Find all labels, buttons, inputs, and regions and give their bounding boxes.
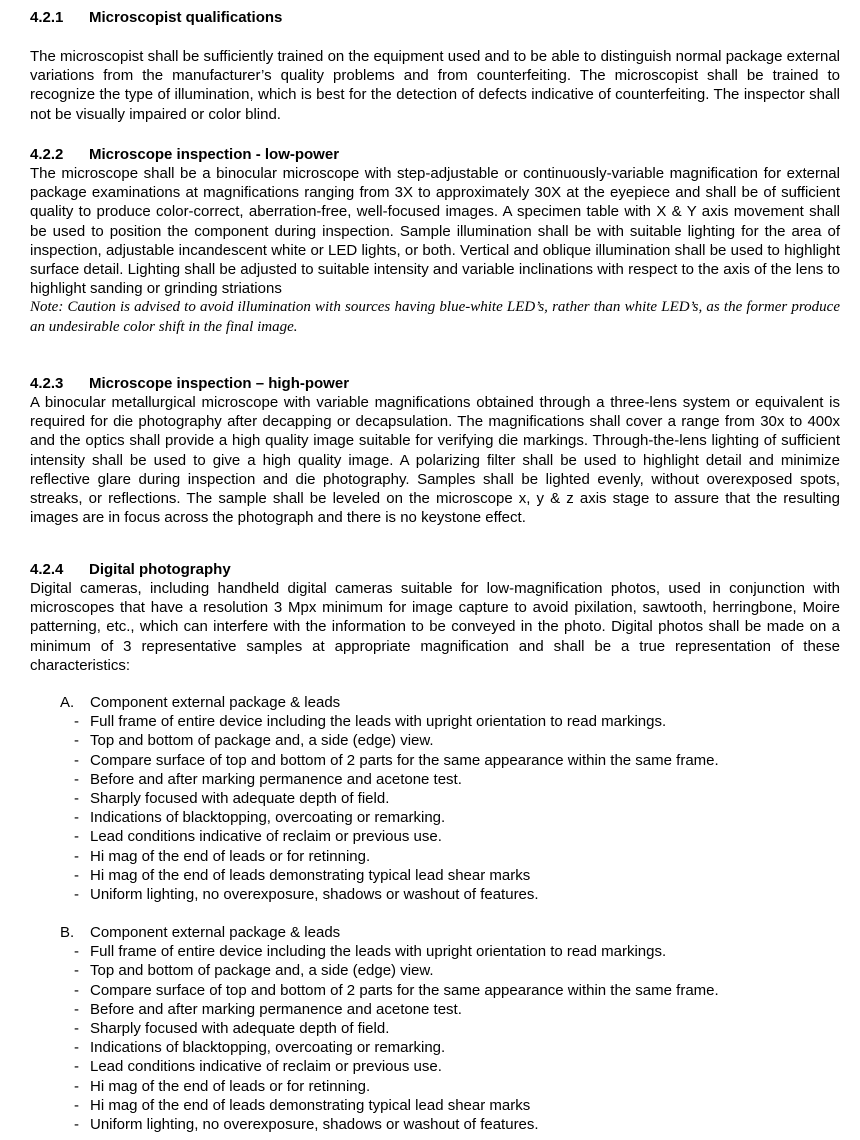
list-item: - Top and bottom of package and, a side (edge) view.: [74, 732, 434, 750]
list-item: - Before and after marking permanence and acetone test.: [74, 770, 462, 788]
list-item: - Indications of blacktopping, overcoating or remarking.: [74, 809, 446, 827]
section-heading: [30, 8, 840, 27]
section-heading: [30, 560, 840, 579]
list-b: [30, 923, 840, 1134]
section-body: The microscopist shall be sufficiently trained on the equipment used and to be able to distinguish normal package external variations from the manufacturer’s quality problems and from counterfeiting. The microscopist shall be trained to recognize the type of illumination, which is best for the detection of defects indicative of counterfeiting. The inspector shall not be visually impaired or color blind.: [30, 48, 840, 123]
list-item: - Uniform lighting, no overexposure, shadows or washout of features.: [74, 1115, 539, 1133]
section-4-2-2: [30, 145, 840, 337]
section-title: Digital photography: [89, 561, 231, 578]
section-body: Digital cameras, including handheld digital cameras suitable for low-magnification photos, used in conjunction with microscopes that have a resolution 3 Mpx minimum for image capture to avoid pixilation, sawtooth, herringbone, Moire patterning, etc., which can interfere with the information to be conveyed in the photo. Digital photos shall be made on a minimum of 3 representative samples at appropriate magnification and shall be a true representation of these characteristics:: [30, 580, 840, 674]
section-4-2-1: [30, 8, 840, 124]
list-item: - Uniform lighting, no overexposure, shadows or washout of features.: [74, 885, 539, 903]
list-item: - Before and after marking permanence and acetone test.: [74, 1000, 462, 1018]
list-item: - Sharply focused with adequate depth of field.: [74, 789, 390, 807]
list-item: - Indications of blacktopping, overcoating or remarking.: [74, 1039, 446, 1057]
section-body: The microscope shall be a binocular microscope with step-adjustable or continuously-variable magnification for external package examinations at magnifications ranging from 3X to approximately 30X at the eyepiece and shall be of sufficient quality to produce color-correct, aberration-free, well-focused images. A specimen table with X & Y axis movement shall be used to position the component during inspection. Sample illumination shall be with suitable lighting for the area of inspection, adjustable incandescent white or LED lights, or both. Vertical and oblique illumination shall be used to highlight surface detail. Lighting shall be adjusted to suitable intensity and variable inclinations with respect to the axis of the lens to highlight sanding or grinding striations: [30, 165, 840, 298]
list-letter: B.: [60, 924, 75, 941]
list-item: - Lead conditions indicative of reclaim or previous use.: [74, 1058, 442, 1076]
list-item: - Compare surface of top and bottom of 2 parts for the same appearance within the same frame.: [74, 751, 719, 769]
list-item: - Hi mag of the end of leads or for retinning.: [74, 847, 371, 865]
section-number: 4.2.2: [30, 146, 64, 163]
section-4-2-3: [30, 374, 840, 527]
list-item: - Hi mag of the end of leads demonstrating typical lead shear marks: [74, 1096, 531, 1114]
section-title: Microscopist qualifications: [89, 9, 283, 26]
list-item: - Full frame of entire device including the leads with upright orientation to read markings.: [74, 943, 667, 961]
list-item: - Hi mag of the end of leads or for retinning.: [74, 1077, 371, 1095]
list-letter: A.: [60, 694, 75, 711]
list-a: [30, 693, 840, 904]
list-item: - Lead conditions indicative of reclaim or previous use.: [74, 828, 442, 846]
list-item: - Hi mag of the end of leads demonstrating typical lead shear marks: [74, 866, 531, 884]
list-item: - Full frame of entire device including the leads with upright orientation to read markings.: [74, 713, 667, 731]
list-item: - Compare surface of top and bottom of 2 parts for the same appearance within the same frame.: [74, 981, 719, 999]
list-item: - Top and bottom of package and, a side (edge) view.: [74, 962, 434, 980]
list-heading: [30, 923, 840, 942]
section-body: A binocular metallurgical microscope with variable magnifications obtained through a three-lens system or equivalent is required for die photography after decapping or decapsulation. The magnifications shall cover a range from 30x to 400x and the optics shall provide a high quality image suitable for verifying die markings. Through-the-lens lighting of sufficient intensity shall be used to give a high quality image. A polarizing filter shall be used to highlight detail and minimize reflective glare during inspection and die photography. Samples shall be lighted evenly, without overexposed spots, streaks, or reflections. The sample shall be leveled on the microscope x, y & z axis stage to assure that the resulting images are in focus across the photograph and there is no keystone effect.: [30, 394, 840, 527]
list-heading: [30, 693, 840, 712]
section-note: Note: Caution is advised to avoid illumination with sources having blue-white LED’s, rather than white LED’s, as the former produce an undesirable color shift in the final image.: [30, 299, 840, 335]
section-number: 4.2.1: [30, 9, 64, 26]
section-heading: [30, 374, 840, 393]
section-heading: [30, 145, 840, 164]
section-title: Microscope inspection – high-power: [89, 375, 350, 392]
section-number: 4.2.4: [30, 561, 64, 578]
section-title: Microscope inspection - low-power: [89, 146, 340, 163]
section-number: 4.2.3: [30, 375, 64, 392]
list-title: Component external package & leads: [90, 694, 341, 711]
list-title: Component external package & leads: [90, 924, 341, 941]
section-4-2-4: [30, 560, 840, 675]
list-item: - Sharply focused with adequate depth of field.: [74, 1019, 390, 1037]
